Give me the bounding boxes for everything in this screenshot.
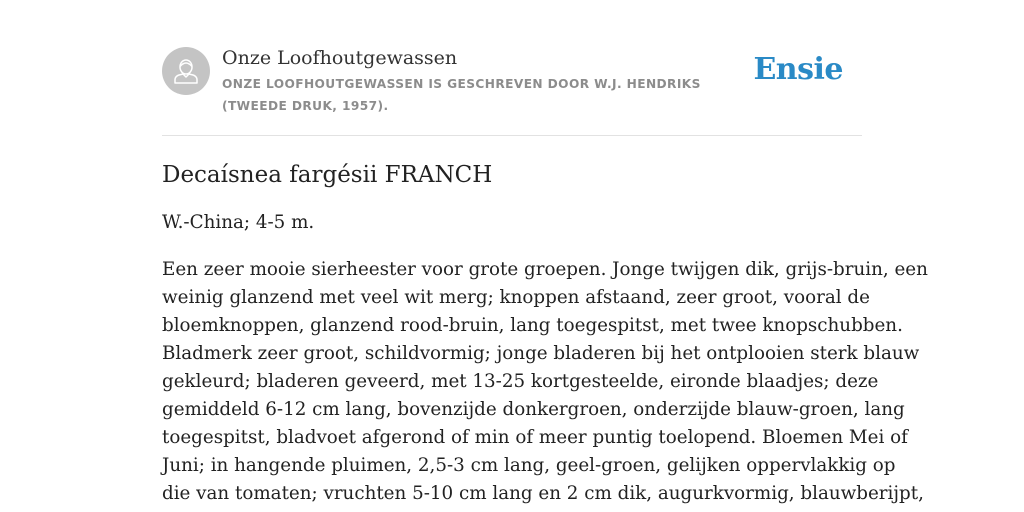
- body-line: Bladmerk zeer groot, schildvormig; jonge bladeren bij het ontplooien sterk blauw: [162, 343, 920, 364]
- user-icon: [162, 47, 210, 95]
- ensie-logo[interactable]: Ensie: [753, 52, 843, 87]
- book-title[interactable]: Onze Loofhoutgewassen: [222, 47, 458, 69]
- body-line: gemiddeld 6-12 cm lang, bovenzijde donkergroen, onderzijde blauw-groen, lang: [162, 399, 905, 420]
- article: [162, 158, 928, 508]
- body-line: Juni; in hangende pluimen, 2,5-3 cm lang, geel-groen, gelijken oppervlakkig op: [162, 455, 896, 476]
- body-line: gekleurd; bladeren geveerd, met 13-25 kortgesteelde, eironde blaadjes; deze: [162, 371, 879, 392]
- body-line: Een zeer mooie sierheester voor grote groepen. Jonge twijgen dik, grijs-bruin, een: [162, 259, 928, 280]
- article-body: [162, 256, 928, 508]
- book-avatar[interactable]: [162, 47, 210, 95]
- book-description: ONZE LOOFHOUTGEWASSEN IS GESCHREVEN DOOR W.J. HENDRIKS (TWEEDE DRUK, 1957).: [222, 77, 701, 113]
- article-title: Decaísnea fargésii FRANCH: [162, 162, 493, 188]
- book-header: [162, 44, 862, 136]
- body-line: toegespitst, bladvoet afgerond of min of meer puntig toelopend. Bloemen Mei of: [162, 427, 908, 448]
- body-line: bloemknoppen, glanzend rood-bruin, lang toegespitst, met twee knopschubben.: [162, 315, 903, 336]
- article-origin: W.-China; 4-5 m.: [162, 212, 315, 233]
- body-line: weinig glanzend met veel wit merg; knoppen afstaand, zeer groot, vooral de: [162, 287, 870, 308]
- header-divider: [162, 135, 862, 136]
- body-line: die van tomaten; vruchten 5-10 cm lang en 2 cm dik, augurkvormig, blauwberijpt,: [162, 483, 924, 504]
